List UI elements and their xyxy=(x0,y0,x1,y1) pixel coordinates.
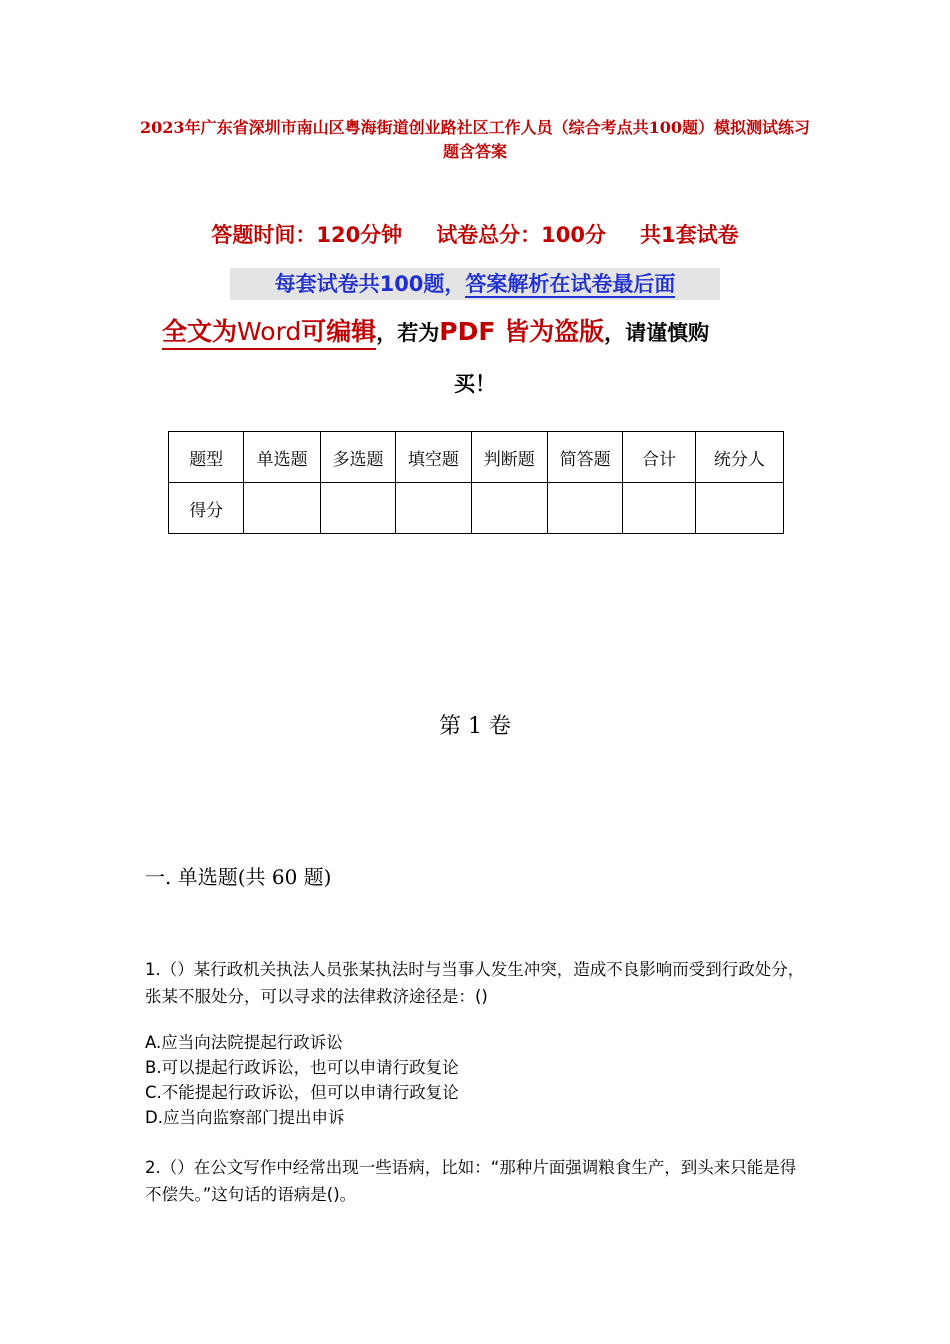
total-score: 试卷总分：100分 xyxy=(436,223,607,247)
warn-pdf: PDF 皆为盗版 xyxy=(439,317,605,346)
row-label-cell: 得分 xyxy=(169,483,244,534)
option-a: A.应当向法院提起行政诉讼 xyxy=(145,1033,343,1052)
volume-heading: 第 1 卷 xyxy=(439,714,511,739)
section-heading: 一. 单选题(共 60 题) xyxy=(145,865,332,889)
score-cell[interactable] xyxy=(547,483,622,534)
answer-notice-part1: 每套试卷共100题， xyxy=(274,272,466,296)
question-2-text: 2.（）在公文写作中经常出现一些语病，比如：“那种片面强调粮食生产，到头来只能是得不偿失。”这句话的语病是()。 xyxy=(145,1158,797,1204)
option-c: C.不能提起行政诉讼，但可以申请行政复论 xyxy=(145,1083,459,1102)
score-table-score-row xyxy=(169,483,784,534)
header-cell: 简答题 xyxy=(547,432,622,483)
header-cell: 判断题 xyxy=(471,432,547,483)
option-d: D.应当向监察部门提出申诉 xyxy=(145,1108,345,1127)
warn-red-2: 可编辑 xyxy=(301,317,377,346)
answer-notice xyxy=(230,268,720,300)
question-1-text: 1.（）某行政机关执法人员张某执法时与当事人发生冲突，造成不良影响而受到行政处分，张某不服处分，可以寻求的法律救济途径是：() xyxy=(145,960,805,1006)
warn-black-2: 请谨慎购 xyxy=(625,321,710,345)
editable-notice xyxy=(162,317,377,350)
score-table-header-row xyxy=(169,432,784,483)
set-count: 共1套试卷 xyxy=(640,223,739,247)
warn-comma-1: ， xyxy=(376,321,398,345)
score-cell[interactable] xyxy=(623,483,695,534)
score-cell[interactable] xyxy=(471,483,547,534)
answer-notice-part2: 答案解析在试卷最后面 xyxy=(465,272,676,296)
copyright-warning xyxy=(162,312,802,353)
warn-word: Word xyxy=(237,317,302,346)
exam-info xyxy=(0,220,950,250)
header-cell: 统分人 xyxy=(695,432,783,483)
warn-red-1: 全文为 xyxy=(162,317,238,346)
warn-line-2: 买！ xyxy=(454,372,496,396)
score-cell[interactable] xyxy=(320,483,395,534)
score-cell[interactable] xyxy=(396,483,471,534)
score-cell[interactable] xyxy=(244,483,320,534)
header-cell: 单选题 xyxy=(244,432,320,483)
warn-comma-2: ， xyxy=(604,321,626,345)
score-table xyxy=(168,431,784,534)
header-cell: 题型 xyxy=(169,432,244,483)
document-title: 2023年广东省深圳市南山区粤海街道创业路社区工作人员（综合考点共100题）模拟测试练习题含答案 xyxy=(140,118,810,161)
question-1-options xyxy=(145,1030,810,1130)
score-cell[interactable] xyxy=(695,483,783,534)
header-cell: 填空题 xyxy=(396,432,471,483)
option-b: B.可以提起行政诉讼，也可以申请行政复论 xyxy=(145,1058,459,1077)
warn-black-1: 若为 xyxy=(397,321,440,345)
exam-time: 答题时间：120分钟 xyxy=(211,223,403,247)
header-cell: 多选题 xyxy=(320,432,395,483)
header-cell: 合计 xyxy=(623,432,695,483)
